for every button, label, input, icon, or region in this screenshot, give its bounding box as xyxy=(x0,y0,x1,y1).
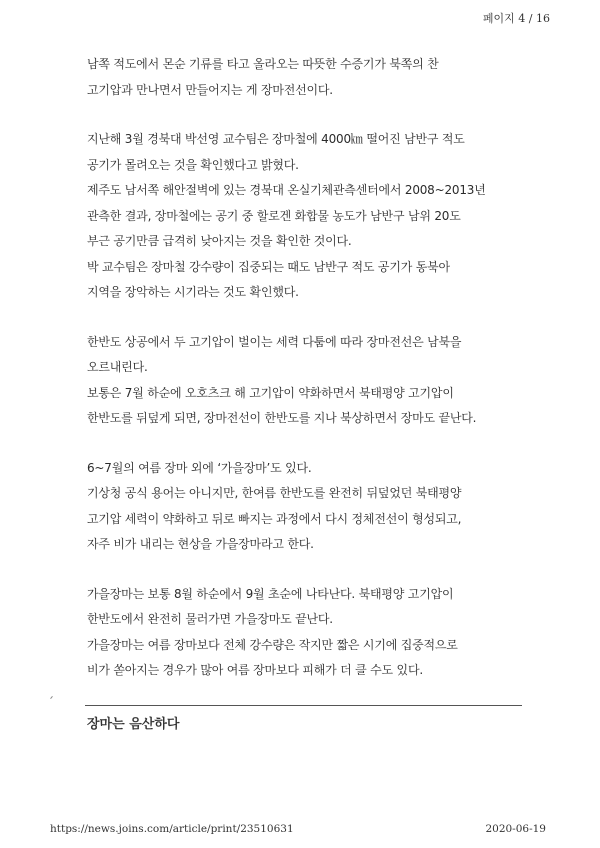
text-line: 비가 쏟아지는 경우가 많아 여름 장마보다 피해가 더 클 수도 있다. xyxy=(87,663,423,677)
section-divider xyxy=(85,705,522,706)
text-line: 한반도를 뒤덮게 되면, 장마전선이 한반도를 지나 북상하면서 장마도 끝난다. xyxy=(87,411,477,425)
text-line: 한반도에서 완전히 물러가면 가을장마도 끝난다. xyxy=(87,612,333,626)
text-line: 6~7월의 여름 장마 외에 ‘가을장마’도 있다. xyxy=(87,460,312,475)
paragraph xyxy=(87,456,537,558)
paragraph xyxy=(87,52,537,103)
text-line: 보통은 7월 하순에 오호츠크 해 고기압이 약화하면서 북태평양 고기압이 xyxy=(87,385,454,400)
article-body xyxy=(87,52,537,708)
text-line: 지난해 3월 경북대 박선영 교수팀은 장마철에 4000㎞ 떨어진 남반구 적도 xyxy=(87,132,465,146)
paragraph xyxy=(87,582,537,684)
text-line: 자주 비가 내리는 현상을 가을장마라고 한다. xyxy=(87,537,314,551)
footer-url: https://news.joins.com/article/print/23510631 xyxy=(50,823,294,835)
text-line: 고기압 세력이 약화하고 뒤로 빠지는 과정에서 다시 정체전선이 형성되고, xyxy=(87,511,462,526)
footer-date: 2020-06-19 xyxy=(485,823,546,835)
scan-mark xyxy=(50,696,53,699)
text-line: 기상청 공식 용어는 아니지만, 한여름 한반도를 완전히 뒤덮었던 북태평양 xyxy=(87,486,462,500)
text-line: 오르내린다. xyxy=(87,360,148,374)
text-line: 한반도 상공에서 두 고기압이 벌이는 세력 다툼에 따라 장마전선은 남북을 xyxy=(87,334,462,349)
text-line: 관측한 결과, 장마철에는 공기 중 할로겐 화합물 농도가 남반구 남위 20도 xyxy=(87,208,461,223)
text-line: 남쪽 적도에서 몬순 기류를 타고 올라오는 따뜻한 수증기가 북쪽의 찬 xyxy=(87,57,439,71)
text-line: 고기압과 만나면서 만들어지는 게 장마전선이다. xyxy=(87,82,333,97)
text-line: 가을장마는 여름 장마보다 전체 강수량은 작지만 짧은 시기에 집중적으로 xyxy=(87,637,458,652)
paragraph xyxy=(87,330,537,432)
text-line: 박 교수팀은 장마철 강수량이 집중되는 때도 남반구 적도 공기가 동북아 xyxy=(87,259,450,274)
text-line: 가을장마는 보통 8월 하순에서 9월 초순에 나타난다. 북태평양 고기압이 xyxy=(87,586,454,601)
paragraph xyxy=(87,127,537,306)
text-line: 부근 공기만큼 급격히 낮아지는 것을 확인한 것이다. xyxy=(87,234,352,248)
section-heading: 장마는 음산하다 xyxy=(87,717,180,732)
page-number: 페이지 4 / 16 xyxy=(482,12,550,25)
text-line: 공기가 몰려오는 것을 확인했다고 밝혔다. xyxy=(87,157,299,172)
text-line: 지역을 장악하는 시기라는 것도 확인했다. xyxy=(87,285,299,299)
text-line: 제주도 남서쪽 해안절벽에 있는 경북대 온실기체관측센터에서 2008~2013년 xyxy=(87,183,486,197)
